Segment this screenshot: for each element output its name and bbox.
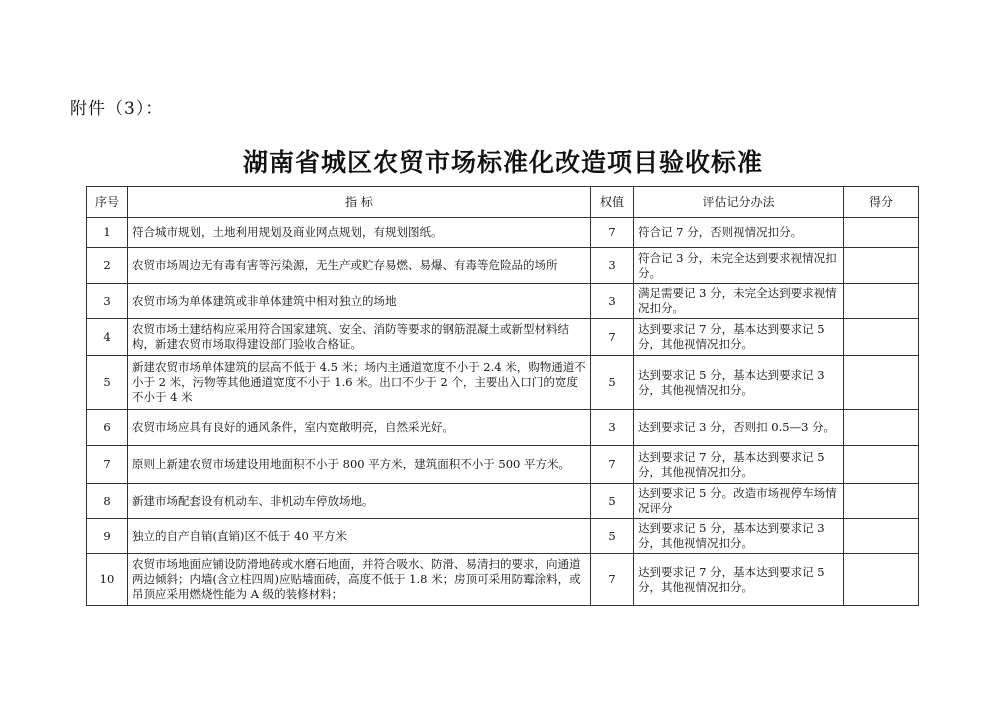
row-weight: 3 [591, 248, 634, 284]
row-method: 达到要求记 7 分，基本达到要求记 5 分，其他视情况扣分。 [634, 554, 844, 606]
row-method: 满足需要记 3 分，未完全达到要求视情况扣分。 [634, 284, 844, 319]
row-indicator: 新建市场配套设有机动车、非机动车停放场地。 [128, 484, 591, 519]
row-weight: 5 [591, 519, 634, 554]
table-row [87, 519, 919, 554]
row-method: 达到要求记 3 分，否则扣 0.5—3 分。 [634, 410, 844, 446]
row-indicator: 独立的自产自销(直销)区不低于 40 平方米 [128, 519, 591, 554]
row-weight: 7 [591, 554, 634, 606]
row-weight: 7 [591, 319, 634, 356]
header-no: 序号 [87, 187, 128, 218]
row-score [844, 218, 919, 248]
row-method: 符合记 3 分，未完全达到要求视情况扣分。 [634, 248, 844, 284]
row-method: 达到要求记 5 分，基本达到要求记 3 分，其他视情况扣分。 [634, 356, 844, 410]
row-no: 8 [87, 484, 128, 519]
document-title: 湖南省城区农贸市场标准化改造项目验收标准 [242, 148, 763, 177]
row-score [844, 410, 919, 446]
header-indicator: 指 标 [128, 187, 591, 218]
header-weight: 权值 [591, 187, 634, 218]
row-weight: 3 [591, 410, 634, 446]
attachment-label: 附件（3）： [70, 99, 164, 119]
row-no: 6 [87, 410, 128, 446]
row-no: 1 [87, 218, 128, 248]
table-header-row [87, 187, 919, 218]
table-row [87, 319, 919, 356]
row-no: 3 [87, 284, 128, 319]
row-indicator: 农贸市场周边无有毒有害等污染源，无生产或贮存易燃、易爆、有毒等危险品的场所 [128, 248, 591, 284]
table-row [87, 554, 919, 606]
row-score [844, 519, 919, 554]
row-no: 9 [87, 519, 128, 554]
table-row [87, 446, 919, 484]
row-method: 达到要求记 5 分。改造市场视停车场情况评分 [634, 484, 844, 519]
table-row [87, 410, 919, 446]
acceptance-standards-table [86, 186, 919, 606]
row-score [844, 319, 919, 356]
row-score [844, 356, 919, 410]
row-indicator: 农贸市场为单体建筑或非单体建筑中相对独立的场地 [128, 284, 591, 319]
row-indicator: 原则上新建农贸市场建设用地面积不小于 800 平方米，建筑面积不小于 500 平方米。 [128, 446, 591, 484]
row-score [844, 446, 919, 484]
row-indicator: 农贸市场应具有良好的通风条件，室内宽敞明亮，自然采光好。 [128, 410, 591, 446]
header-score: 得分 [844, 187, 919, 218]
row-method: 符合记 7 分，否则视情况扣分。 [634, 218, 844, 248]
row-indicator: 农贸市场地面应铺设防滑地砖或水磨石地面，并符合吸水、防滑、易清扫的要求，向通道两边倾斜；内墙(含立柱四周)应贴墙面砖，高度不低于 1.8 米；房顶可采用防霉涂料，或吊顶应采用燃烧性能为 A 级的装修材料； [128, 554, 591, 606]
row-score [844, 484, 919, 519]
row-no: 4 [87, 319, 128, 356]
row-score [844, 248, 919, 284]
row-weight: 3 [591, 284, 634, 319]
row-weight: 7 [591, 446, 634, 484]
row-score [844, 554, 919, 606]
row-no: 7 [87, 446, 128, 484]
table-row [87, 218, 919, 248]
table-row [87, 284, 919, 319]
row-weight: 7 [591, 218, 634, 248]
row-indicator: 农贸市场土建结构应采用符合国家建筑、安全、消防等要求的钢筋混凝土或新型材料结构，新建农贸市场取得建设部门验收合格证。 [128, 319, 591, 356]
row-no: 10 [87, 554, 128, 606]
table-row [87, 248, 919, 284]
row-weight: 5 [591, 356, 634, 410]
row-no: 5 [87, 356, 128, 410]
row-indicator: 符合城市规划，土地利用规划及商业网点规划，有规划图纸。 [128, 218, 591, 248]
table-row [87, 356, 919, 410]
table-row [87, 484, 919, 519]
row-no: 2 [87, 248, 128, 284]
row-method: 达到要求记 7 分，基本达到要求记 5 分，其他视情况扣分。 [634, 446, 844, 484]
header-method: 评估记分办法 [634, 187, 844, 218]
row-indicator: 新建农贸市场单体建筑的层高不低于 4.5 米；场内主通道宽度不小于 2.4 米，购物通道不小于 2 米，污物等其他通道宽度不小于 1.6 米。出口不少于 2 个，主要出入口门的宽度不小于 4 米 [128, 356, 591, 410]
row-method: 达到要求记 5 分，基本达到要求记 3 分，其他视情况扣分。 [634, 519, 844, 554]
row-method: 达到要求记 7 分，基本达到要求记 5 分，其他视情况扣分。 [634, 319, 844, 356]
row-weight: 5 [591, 484, 634, 519]
row-score [844, 284, 919, 319]
